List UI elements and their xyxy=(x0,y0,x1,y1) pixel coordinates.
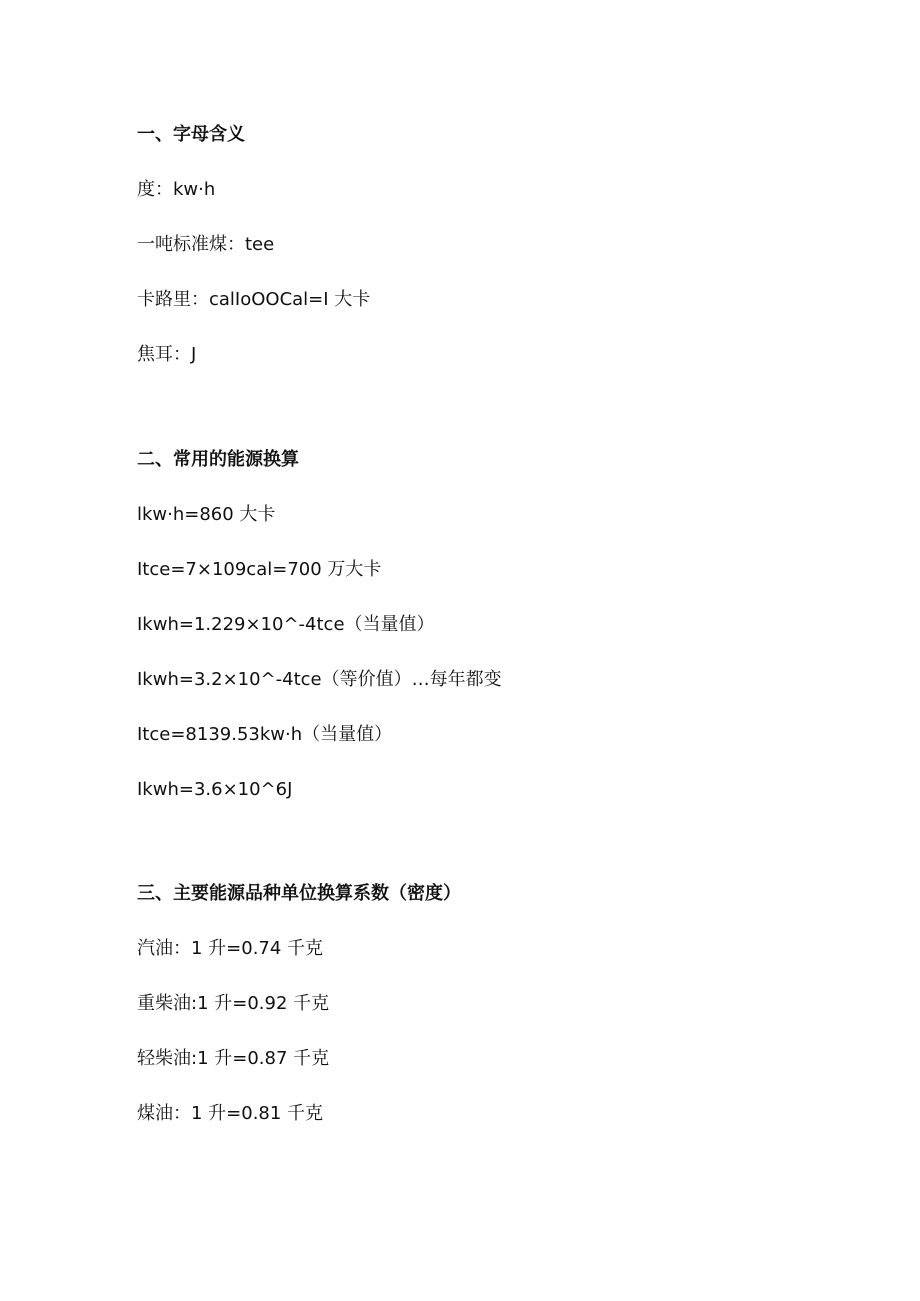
section-3-line-4: 煤油：1 升=0.81 千克 xyxy=(137,1103,324,1124)
section-3-line-3: 轻柴油:1 升=0.87 千克 xyxy=(137,1048,330,1069)
section-1-line-1: 度：kw·h xyxy=(137,179,216,200)
section-1-heading: 一、字母含义 xyxy=(137,124,245,145)
section-3-heading: 三、主要能源品种单位换算系数（密度） xyxy=(137,883,461,904)
section-2-line-6: Ikwh=3.6×10^6J xyxy=(137,779,293,800)
section-2-line-4: Ikwh=3.2×10^-4tce（等价值）…每年都变 xyxy=(137,669,502,690)
section-1-line-4: 焦耳：J xyxy=(137,344,197,365)
section-1-line-3: 卡路里：calIoOOCal=I 大卡 xyxy=(137,289,371,310)
section-2-heading: 二、常用的能源换算 xyxy=(137,449,299,470)
section-2-line-5: Itce=8139.53kw·h（当量值） xyxy=(137,724,393,745)
section-2-line-2: Itce=7×109cal=700 万大卡 xyxy=(137,559,382,580)
section-2-line-3: Ikwh=1.229×10^-4tce（当量值） xyxy=(137,614,435,635)
section-2-line-1: lkw·h=860 大卡 xyxy=(137,504,276,525)
section-3-line-2: 重柴油:1 升=0.92 千克 xyxy=(137,993,330,1014)
section-3-line-1: 汽油：1 升=0.74 千克 xyxy=(137,938,324,959)
section-1-line-2: 一吨标准煤：tee xyxy=(137,234,275,255)
